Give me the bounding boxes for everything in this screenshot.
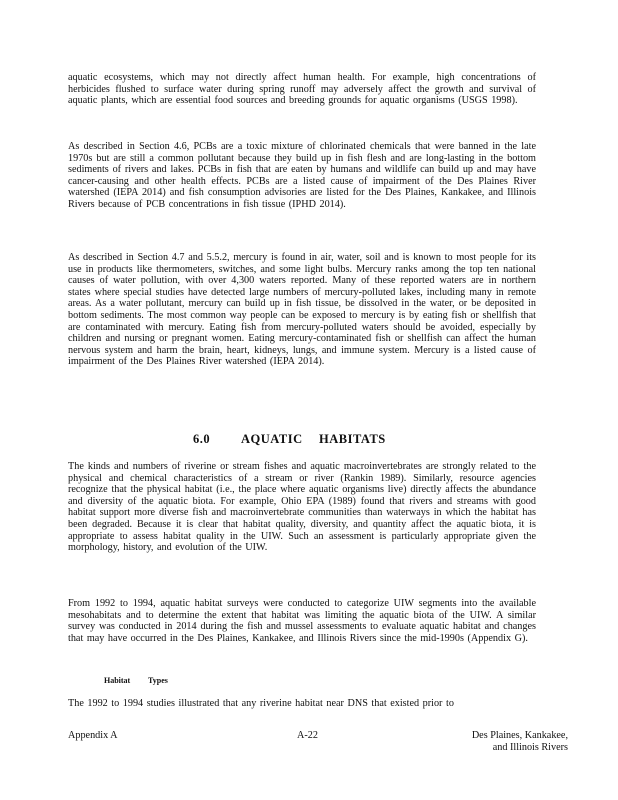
paragraph-mercury: As described in Section 4.7 and 5.5.2, mercury is found in air, water, soil and is known to most people for its use in products like thermometers, switches, and some light bulbs. Mercury ranks among the top ten national causes of water pollution, with over 4,300 waters reported. Many of these reported waters are in northern states where special studies have detected large numbers of mercury-polluted lakes, including many in remote areas. As a water pollutant, mercury can build up in fish tissue, be dissolved in the water, or be deposited in bottom sediments. The most common way people can be exposed to mercury is by eating fish or shellfish that are contaminated with mercury. Eating fish from mercury-polluted waters should be avoided, especially by children and nursing or pregnant women. Eating mercury-contaminated fish or shellfish can affect the human nervous system and harm the brain, heart, kidneys, lungs, and immune system. Mercury is a listed cause of impairment of the Des Plaines River watershed (IEPA 2014). [68,252,536,368]
subsection-title-word-1: Habitat [104,676,131,685]
section-title-word-2: HABITATS [319,432,386,446]
paragraph-studies: The 1992 to 1994 studies illustrated that any riverine habitat near DNS that existed prior to [68,698,454,709]
paragraph-herbicides: aquatic ecosystems, which may not directly affect human health. For example, high concentrations of herbicides flushed to surface water during spring runoff may adversely affect the growth and survival of aquatic plants, which are essential food sources and breeding grounds for aquatic organisms (USGS 1998). [68,72,536,107]
paragraph-pcbs: As described in Section 4.6, PCBs are a toxic mixture of chlorinated chemicals that were banned in the late 1970s but are still a common pollutant because they build up in fish flesh and are long-lasting in the bottom sediments of rivers and lakes. PCBs in fish that are eaten by humans and wildlife can build up and may have cancer-causing and other health effects. PCBs are a listed cause of impairment of the Des Plaines River watershed (IEPA 2014) and fish consumption advisories are listed for the Des Plaines, Kankakee, and Illinois Rivers because of PCB concentrations in fish tissue (IPHD 2014). [68,141,536,210]
section-heading [193,432,386,447]
paragraph-habitat-surveys: From 1992 to 1994, aquatic habitat surveys were conducted to categorize UIW segments into the available mesohabitats and to determine the extent that habitat was limiting the aquatic biota of the UIW. A similar survey was conducted in 2014 during the fish and mussel assessments to evaluate aquatic habitat and changes that may have occurred in the Des Plaines, Kankakee, and Illinois Rivers since the mid-1990s (Appendix G). [68,598,536,644]
section-title-word-1: AQUATIC [241,432,303,446]
footer-appendix-label: Appendix A [68,730,118,741]
subsection-heading [104,676,168,685]
section-number: 6.0 [193,432,211,446]
subsection-title-word-2: Types [148,676,168,685]
footer-page-number: A-22 [297,730,318,741]
paragraph-habitat-intro: The kinds and numbers of riverine or stream fishes and aquatic macroinvertebrates are strongly related to the physical and chemical characteristics of a stream or river (Rankin 1989). Similarly, resource agencies recognize that the physical habitat (i.e., the place where aquatic organisms live) directly affects the abundance and diversity of the aquatic biota. For example, Ohio EPA (1989) found that rivers and streams with good habitat support more diverse fish and macroinvertebrate communities than waterways in which the habitat has been degraded. Because it is clear that habitat quality, diversity, and quantity affect the aquatic biota, it is appropriate to assess habitat quality in the UIW. Such an assessment is particularly appropriate given the morphology, history, and evolution of the UIW. [68,461,536,554]
footer-document-title: Des Plaines, Kankakee, and Illinois Rivers [471,730,568,753]
